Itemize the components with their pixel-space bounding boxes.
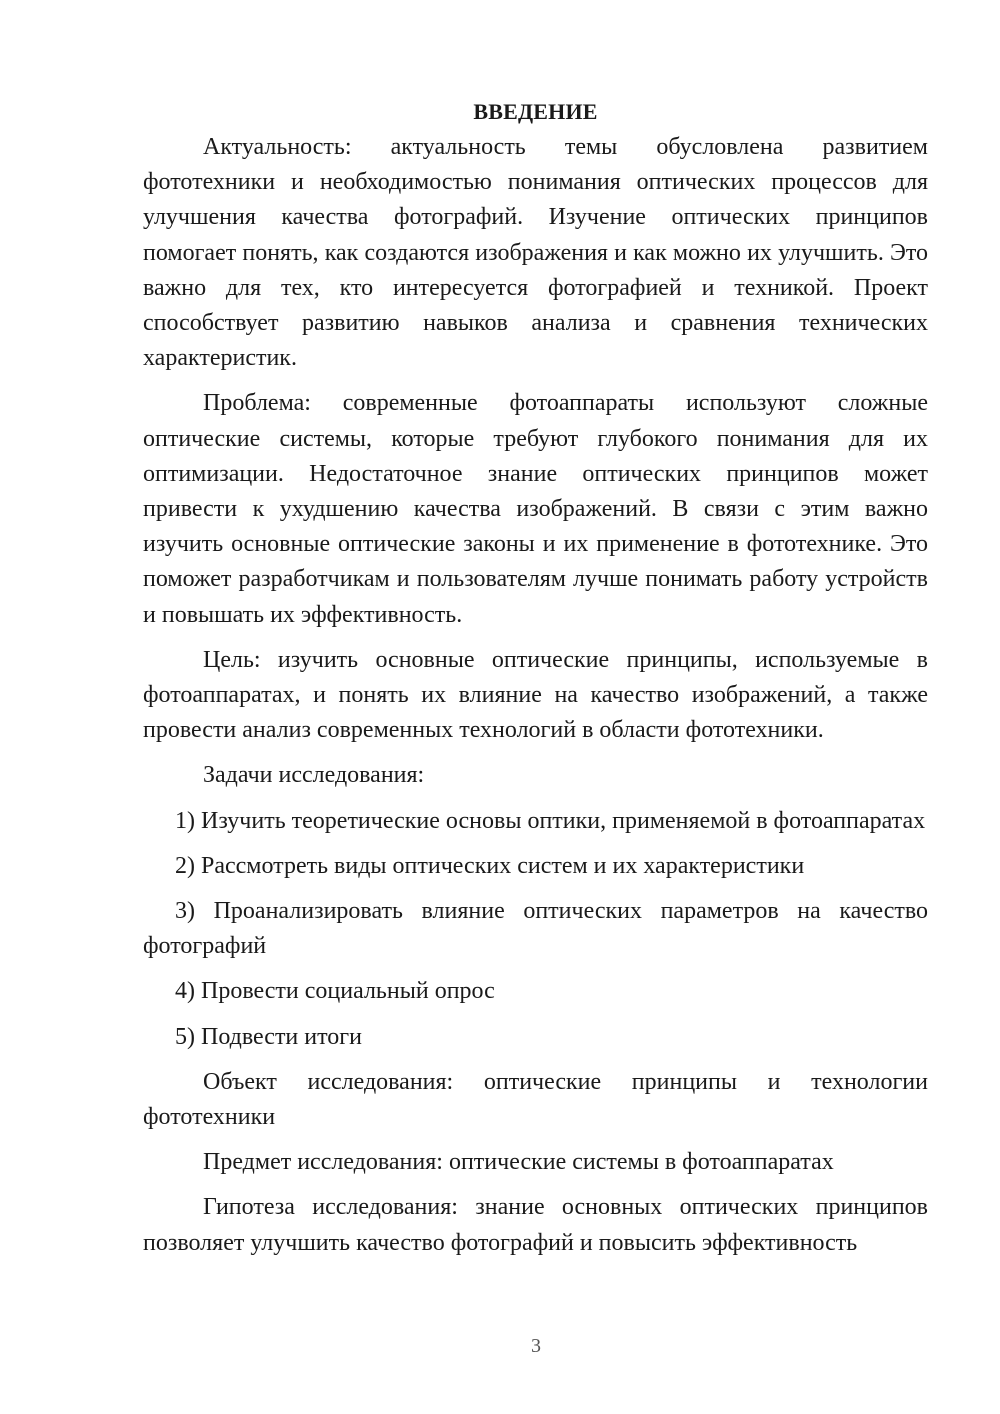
paragraph-hypothesis: Гипотеза исследования: знание основных оптических принципов позволяет улучшить качество фотографий и повысить эффективность <box>143 1194 928 1256</box>
page-number: 3 <box>531 1335 541 1357</box>
task-item-5: 5) Подвести итоги <box>175 1023 362 1050</box>
task-item-1: 1) Изучить теоретические основы оптики, применяемой в фотоаппаратах <box>175 807 926 834</box>
page-title: ВВЕДЕНИЕ <box>473 99 598 124</box>
paragraph-relevance: Актуальность: актуальность темы обусловлена развитием фототехники и необходимостью понимания оптических процессов для улучшения качества фотографий. Изучение оптических принципов помогает понять, как создаются изображения и как можно их улучшить. Это важно для тех, кто интересуется фотографией и техникой. Проект способствует развитию навыков анализа и сравнения технических характеристик. <box>143 134 928 372</box>
task-item-3: 3) Проанализировать влияние оптических параметров на качество фотографий <box>143 898 928 960</box>
task-item-4: 4) Провести социальный опрос <box>175 978 495 1005</box>
paragraph-goal: Цель: изучить основные оптические принципы, используемые в фотоаппаратах, и понять их влияние на качество изображений, а также провести анализ современных технологий в области фототехники. <box>143 646 928 744</box>
task-item-2: 2) Рассмотреть виды оптических систем и их характеристики <box>175 852 805 879</box>
paragraph-tasks-heading: Задачи исследования: <box>203 762 425 789</box>
paragraph-problem: Проблема: современные фотоаппараты используют сложные оптические системы, которые требуют глубокого понимания для их оптимизации. Недостаточное знание оптических принципов может привести к ухудшению качества изображений. В связи с этим важно изучить основные оптические законы и их применение в фототехнике. Это поможет разработчикам и пользователям лучше понимать работу устройств и повышать их эффективность. <box>143 390 928 628</box>
paragraph-subject: Предмет исследования: оптические системы в фотоаппаратах <box>203 1149 834 1176</box>
page-content <box>143 94 928 1261</box>
paragraph-object: Объект исследования: оптические принципы и технологии фототехники <box>143 1068 928 1131</box>
